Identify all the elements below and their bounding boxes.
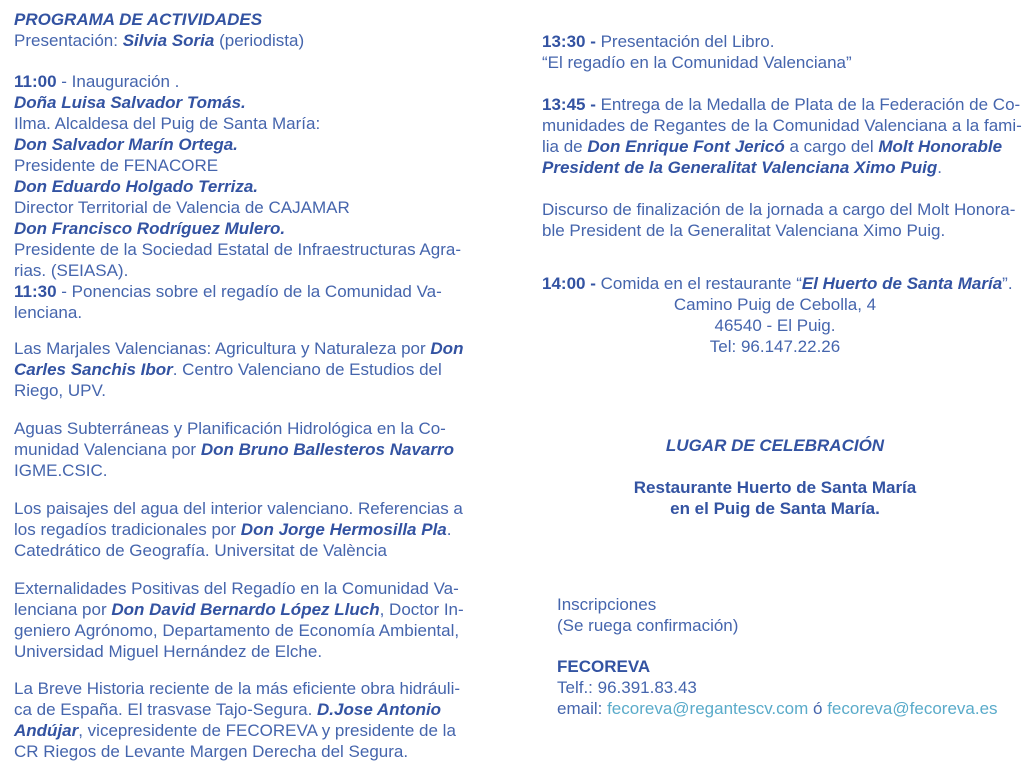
text-segment: ble President de la Generalitat Valenciana Ximo Puig.: [542, 221, 946, 240]
text-segment: ”.: [1002, 274, 1013, 293]
text-segment: - Inauguración .: [56, 72, 180, 91]
fecoreva-name: [542, 656, 1008, 677]
emphasis-text: Don Bruno Ballesteros Navarro: [200, 440, 454, 459]
text-line: [14, 641, 466, 662]
text-segment: .: [446, 520, 452, 539]
text-line: [14, 197, 466, 218]
emphasis-text: Don Eduardo Holgado Terriza.: [14, 177, 258, 196]
text-segment: (Se ruega confirmación): [557, 616, 739, 635]
text-segment: 46540 - El Puig.: [714, 316, 836, 335]
text-segment: Telf.: 96.391.83.43: [557, 678, 697, 697]
text-line: [14, 176, 466, 197]
emphasis-text: Don Jorge Hermosilla Pla: [240, 520, 447, 539]
emphasis-text: 11:00: [14, 72, 57, 91]
paragraph-gap: [542, 357, 1008, 435]
text-segment: . Centro Valenciano de Estudios del: [172, 360, 442, 379]
text-line: [14, 113, 466, 134]
text-segment: Catedrático de Geografía. Universitat de València: [14, 541, 387, 560]
emphasis-text: Doña Luisa Salvador Tomás.: [14, 93, 246, 112]
paragraph-gap: [14, 561, 466, 578]
text-line: [14, 699, 466, 720]
confirmation-note: [542, 615, 1008, 636]
venue-name: [542, 477, 1008, 498]
emphasis-text: Don Salvador Marín Ortega.: [14, 135, 238, 154]
text-line: [14, 418, 466, 439]
text-line: [14, 678, 466, 699]
text-segment: email:: [557, 699, 608, 718]
paragraph-gap: [542, 73, 1008, 94]
text-segment: lia de: [542, 137, 588, 156]
emphasis-text: Don Enrique Font Jericó: [587, 137, 785, 156]
emphasis-text: FECOREVA: [557, 657, 651, 676]
text-line: [14, 439, 466, 460]
text-segment: , vicepresidente de FECOREVA y presidente de la: [78, 721, 456, 740]
text-line: [542, 115, 1022, 136]
emphasis-text: 13:30 -: [542, 32, 601, 51]
emphasis-text: Molt Honorable: [878, 137, 1003, 156]
venue-location: [542, 498, 1008, 519]
restaurant-address: [542, 294, 1008, 315]
text-line: [14, 134, 466, 155]
paragraph-gap: [14, 662, 466, 678]
text-segment: Riego, UPV.: [14, 381, 106, 400]
text-segment: Presidente de FENACORE: [14, 156, 219, 175]
text-segment: .: [937, 158, 942, 177]
text-segment: Los paisajes del agua del interior valenciano. Referencias a: [14, 499, 463, 518]
paragraph-gap: [542, 519, 1008, 594]
text-segment: Discurso de finalización de la jornada a cargo del Molt Honora-: [542, 200, 1016, 219]
left-column: [14, 9, 466, 762]
emphasis-text: 13:45 -: [542, 95, 601, 114]
text-line: [14, 155, 466, 176]
text-segment: geniero Agrónomo, Departamento de Economía Ambiental,: [14, 621, 460, 640]
text-line: [14, 380, 466, 401]
text-segment: , Doctor In-: [379, 600, 464, 619]
emphasis-text: Restaurante Huerto de Santa María: [633, 478, 917, 497]
emphasis-text: President de la Generalitat Valenciana Ximo Puig: [542, 158, 938, 177]
paragraph-gap: [14, 401, 466, 418]
text-segment: Comida en el restaurante “: [600, 274, 802, 293]
email-link[interactable]: fecoreva@regantescv.com: [607, 699, 809, 718]
text-segment: CR Riegos de Levante Margen Derecha del Segura.: [14, 742, 409, 761]
emphasis-text: en el Puig de Santa María.: [670, 499, 880, 518]
emphasis-text: Don Francisco Rodríguez Mulero.: [14, 219, 286, 238]
text-segment: Presidente de la Sociedad Estatal de Infraestructuras Agra-: [14, 240, 461, 259]
text-line: [14, 620, 466, 641]
text-segment: los regadíos tradicionales por: [14, 520, 241, 539]
text-segment: lenciana.: [14, 303, 83, 322]
text-line: [14, 92, 466, 113]
text-line: [14, 599, 466, 620]
schedule-item-1130: [14, 281, 466, 302]
text-line: [542, 157, 1008, 178]
text-segment: - Ponencias sobre el regadío de la Comunidad Va-: [56, 282, 442, 301]
text-segment: rias. (SEIASA).: [14, 261, 129, 280]
program-title: [14, 9, 466, 30]
fecoreva-email-line: [542, 698, 1008, 719]
text-line: [542, 136, 1008, 157]
text-line: [14, 359, 466, 380]
text-line: [14, 260, 466, 281]
book-title: [542, 52, 1008, 73]
text-line: [14, 460, 466, 481]
section-title-lugar: [542, 435, 1008, 456]
text-segment: Inscripciones: [557, 595, 657, 614]
emphasis-text: Carles Sanchis Ibor: [14, 360, 173, 379]
text-segment: a cargo del: [784, 137, 879, 156]
right-column: [542, 31, 1022, 719]
text-segment: Tel: 96.147.22.26: [709, 337, 841, 356]
text-segment: munidad Valenciana por: [14, 440, 201, 459]
text-segment: Entrega de la Medalla de Plata de la Federación de Co-: [600, 95, 1021, 114]
emphasis-text: 11:30: [14, 282, 57, 301]
text-segment: Director Territorial de Valencia de CAJAMAR: [14, 198, 350, 217]
text-line: [14, 720, 466, 741]
fecoreva-phone: [542, 677, 1008, 698]
email-link[interactable]: fecoreva@fecoreva.es: [827, 699, 998, 718]
emphasis-text: Silvia Soria: [122, 31, 215, 50]
emphasis-text: El Huerto de Santa María: [801, 274, 1003, 293]
paragraph-gap: [14, 323, 466, 338]
text-line: [542, 199, 1016, 220]
text-line: [14, 239, 466, 260]
text-line: [14, 302, 466, 323]
text-segment: La Breve Historia reciente de la más eficiente obra hidráuli-: [14, 679, 461, 698]
paragraph-gap: [542, 456, 1008, 477]
emphasis-text: Andújar: [14, 721, 79, 740]
presenter-line: [14, 30, 466, 51]
text-segment: munidades de Regantes de la Comunidad Valenciana a la fami-: [542, 116, 1022, 135]
text-segment: lenciana por: [14, 600, 112, 619]
emphasis-text: 14:00 -: [542, 274, 601, 293]
text-segment: Las Marjales Valencianas: Agricultura y Naturaleza por: [14, 339, 431, 358]
text-segment: Presentación del Libro.: [600, 32, 775, 51]
text-segment: ca de España. El trasvase Tajo-Segura.: [14, 700, 318, 719]
text-line: [14, 741, 466, 762]
restaurant-city: [542, 315, 1008, 336]
text-line: [14, 540, 466, 561]
text-segment: Presentación:: [14, 31, 123, 50]
schedule-item-1330: [542, 31, 1008, 52]
emphasis-text: PROGRAMA DE ACTIVIDADES: [14, 10, 263, 29]
text-segment: Externalidades Positivas del Regadío en la Comunidad Va-: [14, 579, 459, 598]
text-segment: “El regadío en la Comunidad Valenciana”: [542, 53, 852, 72]
text-line: [542, 220, 1008, 241]
text-segment: (periodista): [214, 31, 305, 50]
text-segment: Aguas Subterráneas y Planificación Hidrológica en la Co-: [14, 419, 446, 438]
text-line: [14, 218, 466, 239]
restaurant-phone: [542, 336, 1008, 357]
text-segment: Camino Puig de Cebolla, 4: [673, 295, 877, 314]
text-segment: ó: [808, 699, 828, 718]
schedule-item-1100: [14, 71, 466, 92]
emphasis-text: LUGAR DE CELEBRACIÓN: [665, 436, 885, 455]
text-line: [14, 578, 466, 599]
emphasis-text: Don David Bernardo López Lluch: [111, 600, 380, 619]
inscriptions-label: [542, 594, 1008, 615]
paragraph-gap: [14, 481, 466, 498]
paragraph-gap: [542, 241, 1008, 273]
text-line: [14, 498, 466, 519]
paragraph-gap: [14, 51, 466, 71]
paragraph-gap: [542, 636, 1008, 656]
text-line: [14, 338, 466, 359]
text-segment: Ilma. Alcaldesa del Puig de Santa María:: [14, 114, 321, 133]
schedule-item-1400: [542, 273, 1013, 294]
text-line: [14, 519, 466, 540]
text-segment: IGME.CSIC.: [14, 461, 108, 480]
paragraph-gap: [542, 178, 1008, 199]
text-segment: Universidad Miguel Hernández de Elche.: [14, 642, 323, 661]
schedule-item-1345: [542, 94, 1021, 115]
emphasis-text: Don: [430, 339, 464, 358]
emphasis-text: D.Jose Antonio: [317, 700, 442, 719]
